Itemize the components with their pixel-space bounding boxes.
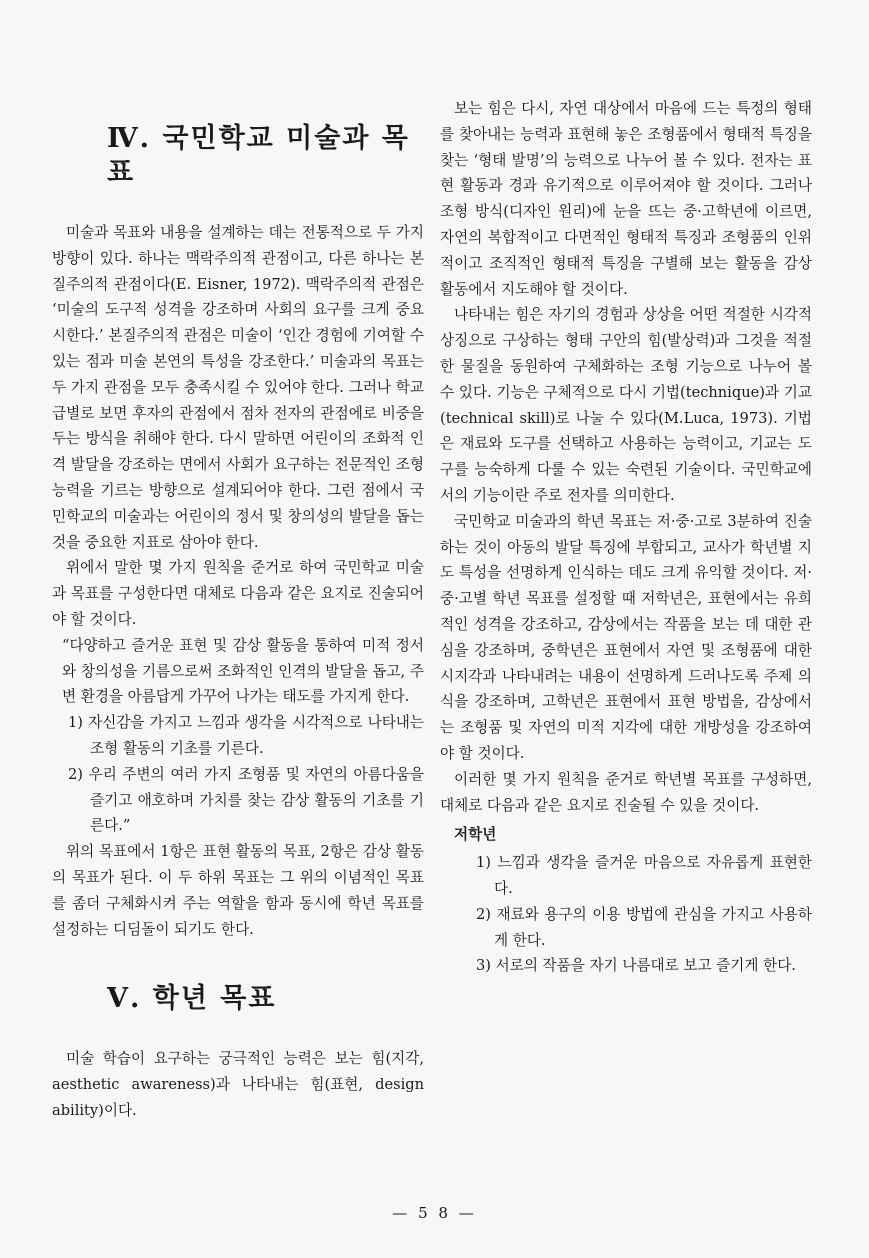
- section-5-title: Ⅴ. 학년 목표: [107, 983, 277, 1015]
- paragraph: 국민학교 미술과의 학년 목표는 저·중·고로 3분하여 진술하는 것이 아동의 발달 특징에 부합되고, 교사가 학년별 지도 특성을 선명하게 인식하는 데도 크게 유익할 것이다. 저·중·고별 학년 목표를 설정할 때 저학년은, 표현에서는 유희적인 성격을 강조하고, 감상에서는 작품을 보는 데 대한 관심을 강조하며, 중학년은 표현에서 자연 및 조형품에 대한 시지각과 나타내려는 내용이 선명하게 드러나도록 주제 의식을 강조하며, 고학년은 표현에서 표현 방법을, 감상에서는 조형품 및 자연의 미적 지각에 대한 개방성을 강조하여야 할 것이다.: [440, 512, 812, 762]
- page-number: — 5 8 —: [392, 1204, 477, 1222]
- left-column: [52, 92, 424, 1124]
- list-item: 2) 재료와 용구의 이용 방법에 관심을 가지고 사용하게 한다.: [476, 905, 812, 949]
- list-item: 1) 느낌과 생각을 즐거운 마음으로 자유롭게 표현한다.: [476, 854, 812, 897]
- right-column: [440, 96, 812, 979]
- subheading-lower-grades: 저학년: [454, 826, 497, 844]
- paragraph: 미술과 목표와 내용을 설계하는 데는 전통적으로 두 가지 방향이 있다. 하나는 맥락주의적 관점이고, 다른 하나는 본질주의적 관점이다(E. Eisner, 1972). 맥락주의적 관점은 ‘미술의 도구적 성격을 강조하며 사회의 요구를 크게 중요시한다.’ 본질주의적 관점은 미술이 ‘인간 경험에 기여할 수 있는 점과 미술 본연의 특성을 강조한다.’ 미술과의 목표는 두 가지 관점을 모두 충족시킬 수 있어야 한다. 그러나 학교 급별로 보면 후자의 관점에서 점차 전자의 관점에로 비중을 두는 방식을 취해야 한다. 다시 말하면 어린이의 조화적 인격 발달을 강조하는 면에서 사회가 요구하는 전문적인 조형 능력을 기르는 방향으로 설계되어야 한다. 그런 점에서 국민학교의 미술과는 어린이의 정서 및 창의성의 발달을 돕는 것을 중요한 지표로 삼아야 한다.: [52, 224, 424, 551]
- goal-quote: “다양하고 즐거운 표현 및 감상 활동을 통하여 미적 정서와 창의성을 기름으로써 조화적인 인격의 발달을 돕고, 주변 환경을 아름답게 가꾸어 나가는 태도를 가지게 한다.: [62, 636, 424, 706]
- section-4-title: Ⅳ. 국민학교 미술과 목표: [107, 123, 410, 188]
- paragraph: 나타내는 힘은 자기의 경험과 상상을 어떤 적절한 시각적 상징으로 구상하는 형태 구안의 힘(발상력)과 그것을 적절한 물질을 동원하여 구체화하는 조형 기능으로 나누어 볼 수 있다. 기능은 구체적으로 다시 기법(technique)과 기교(technical skill)로 나눌 수 있다(M.Luca, 1973). 기법은 재료와 도구를 선택하고 사용하는 능력이고, 기교는 도구를 능숙하게 다룰 수 있는 숙련된 기술이다. 국민학교에서의 기능이란 주로 전자를 의미한다.: [440, 306, 812, 504]
- paragraph: 위의 목표에서 1항은 표현 활동의 목표, 2항은 감상 활동의 목표가 된다. 이 두 하위 목표는 그 위의 이념적인 목표를 좀더 구체화시켜 주는 역할을 함과 동시에 학년 목표를 설정하는 디딤돌이 되기도 한다.: [52, 843, 424, 938]
- list-item: 3) 서로의 작품을 자기 나름대로 보고 즐기게 한다.: [476, 957, 796, 975]
- paragraph: 위에서 말한 몇 가지 원칙을 준거로 하여 국민학교 미술과 목표를 구성한다면 대체로 다음과 같은 요지로 진술되어야 할 것이다.: [52, 559, 424, 628]
- goal-item-1: 1) 자신감을 가지고 느낌과 생각을 시각적으로 나타내는 조형 활동의 기초를 기른다.: [68, 714, 424, 757]
- paragraph: 미술 학습이 요구하는 궁극적인 능력은 보는 힘(지각, aesthetic awareness)과 나타내는 힘(표현, design ability)이다.: [52, 1050, 424, 1119]
- goal-item-2: 2) 우리 주변의 여러 가지 조형품 및 자연의 아름다움을 즐기고 애호하며 가치를 찾는 감상 활동의 기초를 기른다.”: [68, 765, 424, 835]
- paragraph: 보는 힘은 다시, 자연 대상에서 마음에 드는 특정의 형태를 찾아내는 능력과 표현해 놓은 조형품에서 형태적 특징을 찾는 ‘형태 발명’의 능력으로 나누어 볼 수 있다. 전자는 표현 활동과 경과 유기적으로 이루어져야 할 것이다. 그러나 조형 방식(디자인 원리)에 눈을 뜨는 중·고학년에 이르면, 자연의 복합적이고 다면적인 형태적 특징과 조형품의 인위적이고 조직적인 형태적 특징을 구별해 보는 활동을 감상 활동에서 지도해야 할 것이다.: [440, 100, 812, 298]
- paragraph: 이러한 몇 가지 원칙을 준거로 학년별 목표를 구성하면, 대체로 다음과 같은 요지로 진술될 수 있을 것이다.: [440, 770, 812, 814]
